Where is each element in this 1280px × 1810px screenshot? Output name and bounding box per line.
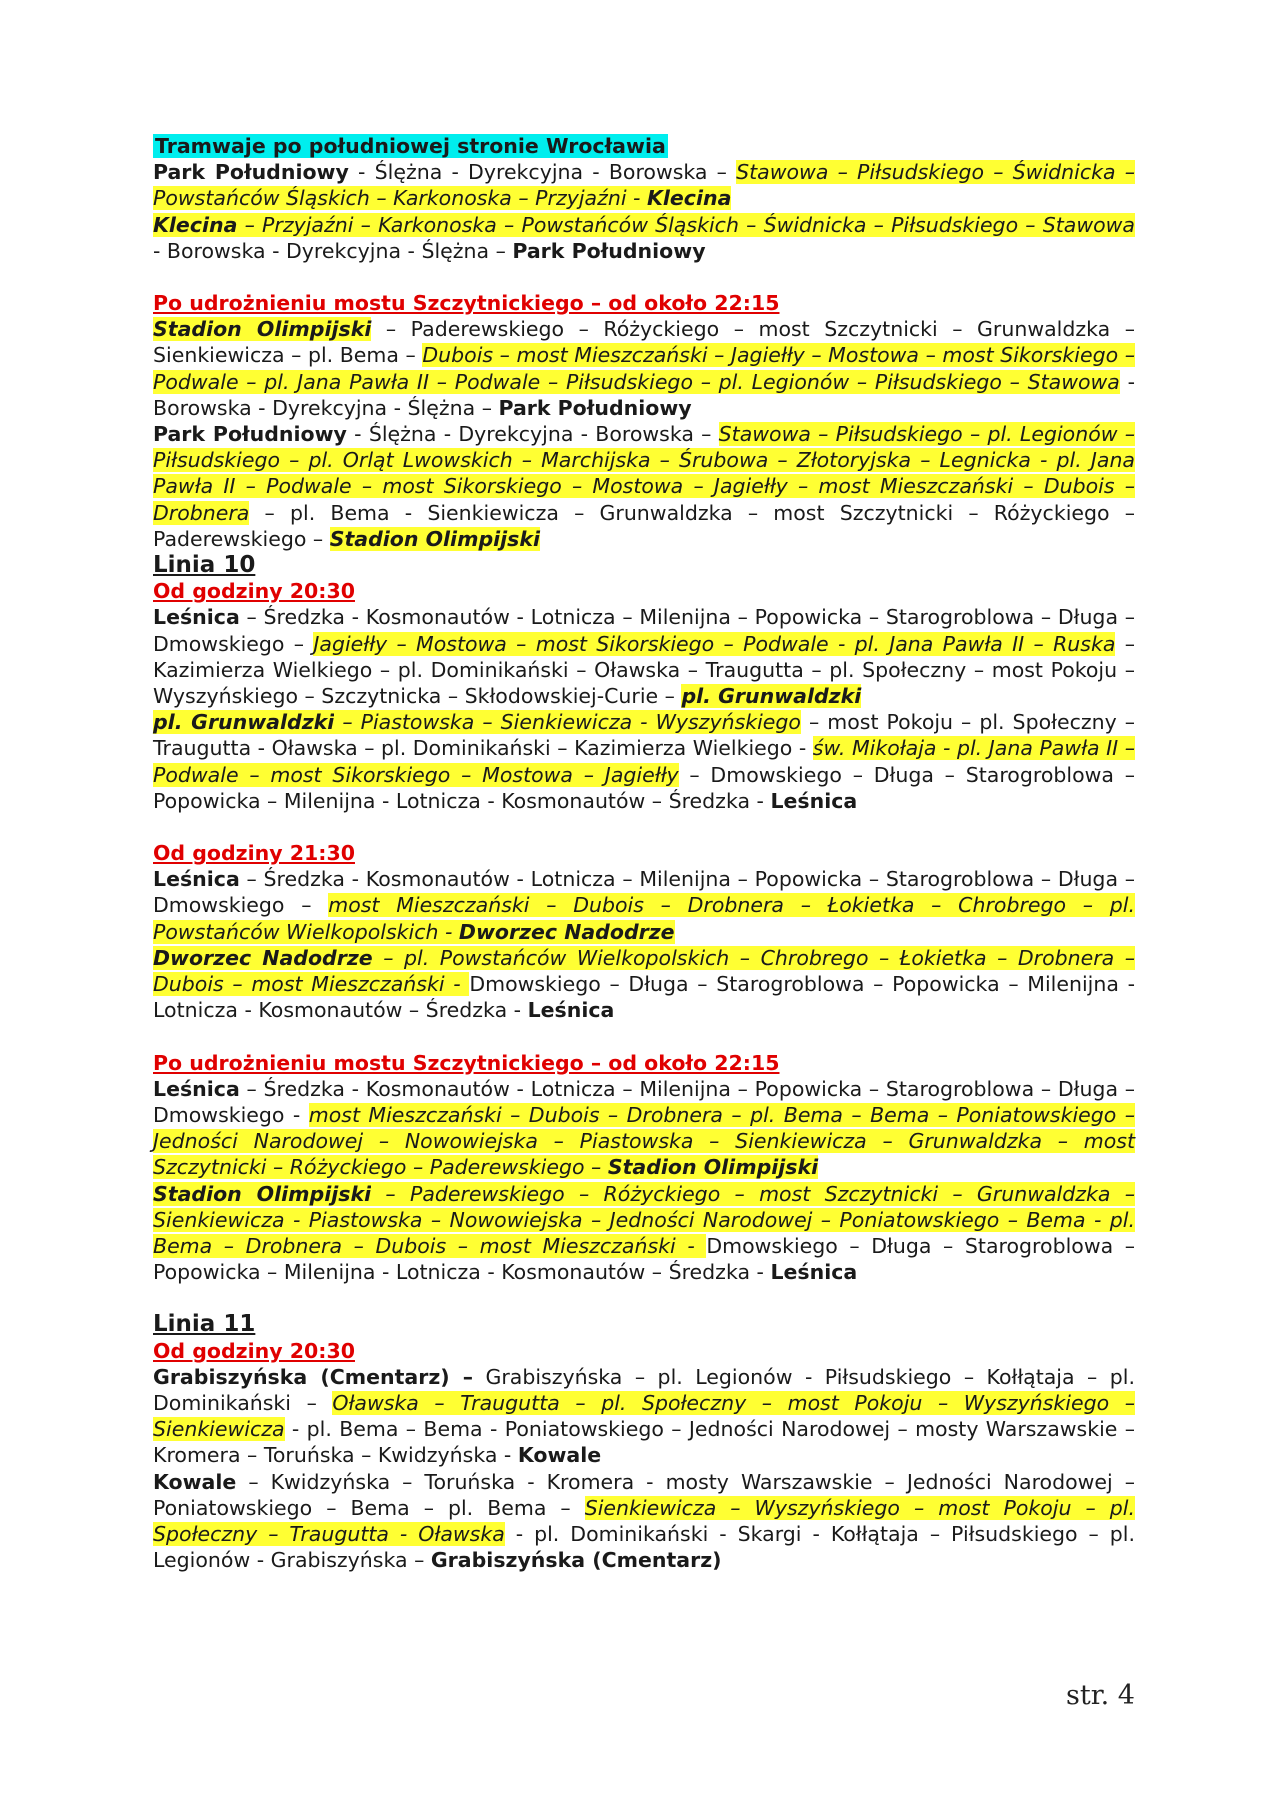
- route-text: – Kwidzyńska – Toruńska - Kromera - mosty Warszawskie – Jedności Narodowej – Poniatowskiego – Bema – pl. Bema –: [153, 1469, 1135, 1520]
- terminus-stop: Kowale: [153, 1469, 237, 1494]
- section-heading: [153, 1050, 1135, 1076]
- route-text: Linia 11: [153, 1311, 256, 1338]
- route-paragraph: [153, 1364, 1135, 1469]
- highlighted-route-segment: – Paderewskiego – Różyckiego – most Szczytnicki – Grunwaldzka – Sienkiewicza - Piastowska – Nowowiejska – Jedności Narodowej – Poniatowskiego – Bema - pl. Bema – Drobnera – Dubois – most Mieszczański -: [153, 1181, 1135, 1258]
- highlighted-route-segment: Stawowa – Piłsudskiego – Świdnicka – Powstańców Śląskich – Karkonoska – Przyjaźni -: [153, 160, 1135, 211]
- blank-line: [153, 1285, 1135, 1311]
- route-text: - Ślężna - Dyrekcyjna - Borowska –: [346, 422, 719, 447]
- highlighted-route-segment: Dworzec Nadodrze: [153, 945, 373, 970]
- route-text: – most Pokoju – pl. Społeczny – Traugutta - Oławska – pl. Dominikański – Kazimierza Wielkiego -: [153, 710, 1135, 761]
- highlighted-route-segment: pl. Grunwaldzki: [153, 710, 335, 735]
- blank-line: [153, 264, 1135, 290]
- terminus-stop: Leśnica: [770, 1260, 858, 1285]
- section-heading: [153, 552, 1135, 578]
- terminus-stop: Park Południowy: [153, 422, 347, 447]
- route-text: – Dmowskiego – Długa – Starogroblowa – Popowicka – Milenijna - Lotnicza - Kosmonautów – Średzka -: [153, 762, 1135, 813]
- highlighted-route-segment: Stadion Olimpijski: [329, 526, 541, 551]
- highlighted-route-segment: most Mieszczański – Dubois – Drobnera – pl. Bema – Bema – Poniatowskiego – Jedności Narodowej – Nowowiejska – Piastowska – Sienkiewicza – Grunwaldzka – most Szczytnicki – Różyckiego – Paderewskiego –: [153, 1102, 1135, 1180]
- highlighted-route-segment: Oławska – Traugutta – pl. Społeczny – most Pokoju – Wyszyńskiego – Sienkiewicza: [153, 1390, 1135, 1442]
- route-text: - Ślężna - Dyrekcyjna - Borowska –: [348, 160, 737, 185]
- section-heading: [153, 133, 1135, 159]
- route-text: – Średzka - Kosmonautów - Lotnicza – Milenijna – Popowicka – Starogroblowa – Długa – Dmowskiego –: [153, 867, 1135, 918]
- route-paragraph: [153, 1469, 1135, 1574]
- terminus-stop: Leśnica: [153, 867, 240, 892]
- terminus-stop: Park Południowy: [498, 395, 692, 420]
- route-paragraph: [153, 212, 1135, 264]
- highlighted-route-segment: most Mieszczański – Dubois – Drobnera – Łokietka – Chrobrego – pl. Powstańców Wielkopolskich -: [153, 893, 1136, 944]
- highlighted-route-segment: – Przyjaźni – Karkonoska – Powstańców Śląskich – Świdnicka – Piłsudskiego – Stawowa: [237, 212, 1135, 237]
- document-body: [153, 133, 1135, 1573]
- terminus-stop: Leśnica: [153, 605, 240, 630]
- terminus-stop: Park Południowy: [512, 238, 706, 263]
- route-text: - pl. Bema – Bema - Poniatowskiego – Jedności Narodowej – mosty Warszawskie – Kromera – Toruńska – Kwidzyńska -: [153, 1417, 1135, 1468]
- route-text: Grabiszyńska – pl. Legionów - Piłsudskiego – Kołłątaja – pl. Dominikański –: [153, 1364, 1135, 1415]
- terminus-stop: Grabiszyńska (Cmentarz): [430, 1548, 722, 1573]
- terminus-stop: Grabiszyńska (Cmentarz) –: [153, 1364, 473, 1389]
- highlighted-route-segment: Stadion Olimpijski: [607, 1155, 819, 1180]
- route-paragraph: [153, 316, 1135, 421]
- highlighted-route-segment: Stawowa – Piłsudskiego – pl. Legionów – Piłsudskiego – pl. Orląt Lwowskich – Marchijska – Śrubowa – Złotoryjska – Legnicka - pl. Jana Pawła II – Podwale – most Sikorskiego – Mostowa – Jagiełły – most Mieszczański – Dubois – Drobnera: [153, 422, 1136, 525]
- highlighted-route-segment: Dworzec Nadodrze: [458, 919, 675, 944]
- route-paragraph: [153, 421, 1135, 552]
- route-text: - pl. Dominikański - Skargi - Kołłątaja – Piłsudskiego – pl. Legionów - Grabiszyńska –: [153, 1521, 1135, 1573]
- highlighted-route-segment: św. Mikołaja - pl. Jana Pawła II – Podwale – most Sikorskiego – Mostowa – Jagiełły: [153, 736, 1135, 787]
- route-paragraph: [153, 1181, 1135, 1286]
- highlighted-route-segment: Jagiełły – Mostowa – most Sikorskiego – Podwale - pl. Jana Pawła II – Ruska: [313, 631, 1116, 656]
- route-paragraph: [153, 1076, 1135, 1181]
- terminus-stop: Kowale: [517, 1443, 602, 1468]
- section-heading: [153, 840, 1135, 866]
- terminus-stop: Leśnica: [527, 998, 615, 1023]
- route-text: – Paderewskiego – Różyckiego – most Szczytnicki – Grunwaldzka – Sienkiewicza – pl. Bema –: [153, 317, 1135, 368]
- route-text: Dmowskiego – Długa – Starogroblowa – Popowicka – Milenijna - Lotnicza - Kosmonautów – Średzka -: [153, 972, 1135, 1023]
- route-text: – pl. Bema - Sienkiewicza – Grunwaldzka – most Szczytnicki – Różyckiego – Paderewskiego –: [153, 500, 1135, 551]
- route-text: Od godziny 20:30: [153, 1338, 355, 1363]
- route-text: Linia 10: [153, 552, 256, 579]
- blank-line: [153, 814, 1135, 840]
- page-number: str. 4: [1066, 1680, 1135, 1711]
- highlighted-route-segment: Dubois – most Mieszczański – Jagiełły – Mostowa – most Sikorskiego – Podwale – pl. Jana Pawła II – Podwale – Piłsudskiego – pl. Legionów – Piłsudskiego – Stawowa: [153, 343, 1135, 394]
- section-heading: [153, 578, 1135, 604]
- highlighted-route-segment: pl. Grunwaldzki: [681, 684, 862, 709]
- route-paragraph: [153, 945, 1135, 1024]
- route-paragraph: [153, 159, 1135, 211]
- section-heading: [153, 1311, 1135, 1337]
- route-paragraph: [153, 604, 1135, 709]
- highlighted-route-segment: Stadion Olimpijski: [153, 317, 372, 342]
- route-paragraph: [153, 709, 1135, 814]
- route-text: - Borowska - Dyrekcyjna - Ślężna –: [153, 238, 513, 263]
- route-text: – Kazimierza Wielkiego – pl. Dominikański – Oławska – Traugutta – pl. Społeczny – most Pokoju – Wyszyńskiego – Szczytnicka – Skłodowskiej-Curie –: [153, 631, 1135, 709]
- route-paragraph: [153, 866, 1135, 945]
- route-text: – Średzka - Kosmonautów - Lotnicza – Milenijna – Popowicka – Starogroblowa – Długa – Dmowskiego -: [153, 1076, 1135, 1127]
- terminus-stop: Park Południowy: [153, 160, 349, 185]
- route-text: Dmowskiego – Długa – Starogroblowa – Popowicka – Milenijna - Lotnicza - Kosmonautów – Średzka -: [153, 1233, 1136, 1285]
- section-heading: [153, 290, 1135, 316]
- highlighted-route-segment: – Piastowska – Sienkiewicza - Wyszyńskiego: [334, 710, 801, 735]
- blank-line: [153, 1024, 1135, 1050]
- highlighted-route-segment: Stadion Olimpijski: [153, 1181, 372, 1206]
- route-text: Tramwaje po południowej stronie Wrocławia: [155, 134, 666, 158]
- route-text: Po udrożnieniu mostu Szczytnickiego – od około 22:15: [153, 1050, 780, 1075]
- highlighted-route-segment: – pl. Powstańców Wielkopolskich – Chrobrego – Łokietka – Drobnera – Dubois – most Mieszczański -: [153, 945, 1136, 997]
- route-text: - Borowska - Dyrekcyjna - Ślężna –: [153, 369, 1135, 420]
- section-heading: [153, 1338, 1135, 1364]
- highlighted-route-segment: Klecina: [153, 212, 238, 237]
- terminus-stop: Leśnica: [770, 788, 858, 813]
- highlighted-route-segment: Sienkiewicza – Wyszyńskiego – most Pokoju – pl. Społeczny – Traugutta - Oławska: [153, 1495, 1135, 1546]
- route-text: Od godziny 20:30: [153, 579, 355, 604]
- route-text: Od godziny 21:30: [153, 841, 355, 866]
- route-text: – Średzka - Kosmonautów - Lotnicza – Milenijna – Popowicka – Starogroblowa – Długa – Dmowskiego –: [153, 605, 1135, 656]
- highlighted-route-segment: Klecina: [646, 186, 732, 211]
- terminus-stop: Leśnica: [153, 1076, 240, 1101]
- route-text: Po udrożnieniu mostu Szczytnickiego – od około 22:15: [153, 291, 780, 316]
